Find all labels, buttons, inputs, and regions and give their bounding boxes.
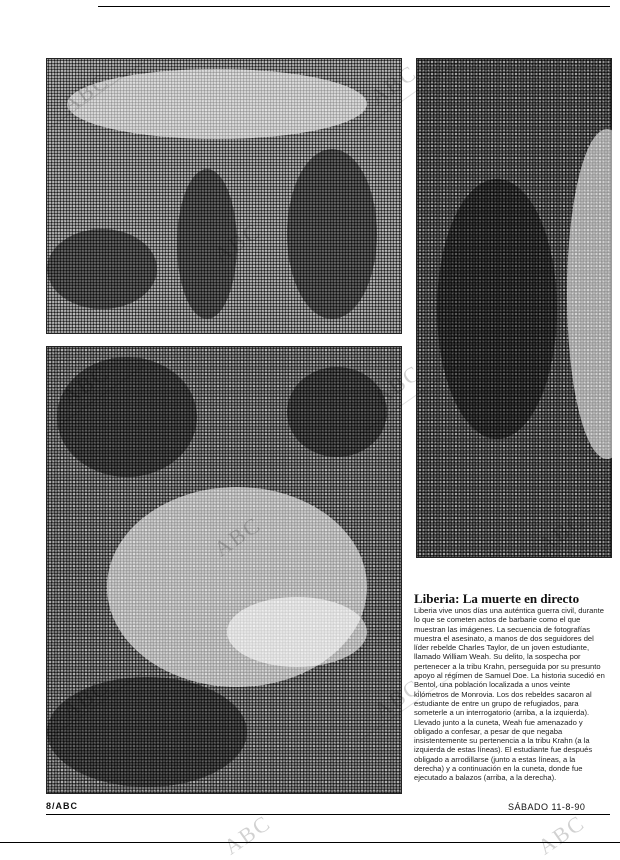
photo-highlight bbox=[67, 69, 367, 139]
photo-figure-shadow bbox=[437, 179, 557, 439]
abc-watermark: ABC bbox=[219, 809, 276, 860]
photo-ground-shadow bbox=[47, 229, 157, 309]
photo-figure-shadow bbox=[177, 169, 237, 319]
photo-execution bbox=[416, 58, 612, 558]
photo-interrogation bbox=[46, 58, 402, 334]
article-body: Liberia vive unos días una auténtica guerra civil, durante lo que se cometen actos de barbarie como el que muestran las imágenes. La secuencia de fotografías muestra el asesinato, a manos de dos seguidores del líder rebelde Charles Taylor, de un joven estudiante, llamado William Weah. Su delito, la sospecha por pertenecer a la tribu Krahn, perseguida por su presunto apoyo al régimen de Samuel Doe. La historia sucedió en Bentol, una población localizada a unos veinte kilómetros de Monrovia. Los dos rebeldes sacaron al estudiante de entre un grupo de refugiados, para someterle a un interrogatorio (arriba, a la izquierda). Llevado junto a la cuneta, Weah fue amenazado y obligado a confesar, a pesar de que negaba insistentemente su pertenencia a la tribu Krahn (a la izquierda de estas líneas). El estudiante fue después obligado a arrodillarse (junto a estas líneas, a la derecha) y a continuación en la cuneta, donde fue ejecutado a balazos (arriba, a la derecha). bbox=[414, 606, 605, 783]
photo-confession bbox=[46, 346, 402, 794]
issue-date: SÁBADO 11-8-90 bbox=[508, 802, 586, 812]
bottom-rule bbox=[0, 842, 620, 843]
abc-watermark: ABC bbox=[533, 809, 590, 860]
top-rule bbox=[98, 6, 610, 7]
article-headline: Liberia: La muerte en directo bbox=[414, 591, 580, 606]
photo-figure-shadow bbox=[57, 357, 197, 477]
photo-figure-shadow bbox=[287, 149, 377, 319]
page-number: 8/ABC bbox=[46, 801, 79, 811]
footer-rule bbox=[46, 814, 610, 815]
photo-figure-shadow bbox=[287, 367, 387, 457]
photo-highlight bbox=[567, 129, 620, 459]
photo-highlight bbox=[227, 597, 367, 667]
photo-ground-shadow bbox=[47, 677, 247, 787]
